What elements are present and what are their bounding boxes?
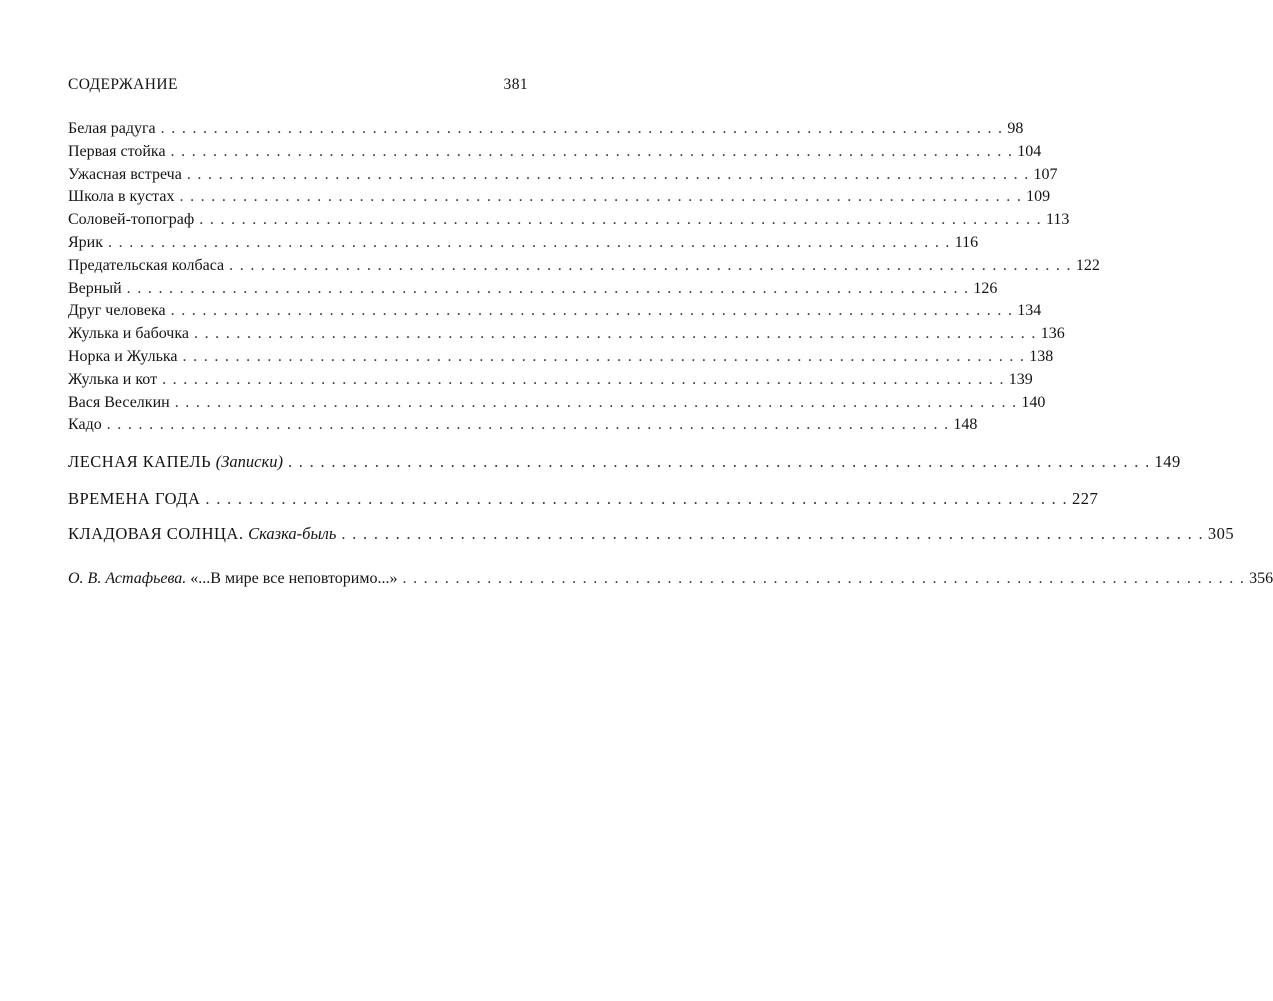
toc-entry-page: 148: [953, 416, 978, 434]
toc-entry: [68, 141, 1042, 164]
toc-entry-page: 98: [1007, 120, 1024, 137]
toc-entry: [68, 232, 979, 255]
toc-section-title: ЛЕСНАЯ КАПЕЛЬ (Записки): [68, 452, 283, 472]
toc-entry-title: Ярик: [68, 233, 104, 251]
toc-section-subtitle: (Записки): [215, 452, 283, 472]
toc-entry-title: Верный: [68, 279, 122, 297]
header-title: СОДЕРЖАНИЕ: [68, 76, 178, 93]
toc-entry-title: Кадо: [68, 416, 102, 434]
dot-leader: . . . . . . . . . . . . . . . . . . . . . . . . . . . . . . . . . . . . . . . . . . . . . . . . . . . . . . . . . . . . . . . . . . . . . . . . . . . . . . . .: [170, 302, 1014, 320]
toc-section: [68, 523, 1235, 546]
toc-entry-title: Норка и Жулька: [68, 347, 178, 365]
toc-afterword-page: 356: [1249, 569, 1273, 587]
toc-entry-title: Предательская колбаса: [68, 256, 225, 274]
header-page-number: 381: [503, 76, 528, 93]
toc-afterword: [68, 568, 1273, 591]
toc-entry: [68, 323, 1065, 346]
toc-entry-title: Школа в кустах: [68, 188, 175, 206]
toc-section-title: КЛАДОВАЯ СОЛНЦА. Сказка-быль: [68, 523, 337, 543]
table-of-contents: [68, 118, 1273, 590]
dot-leader: . . . . . . . . . . . . . . . . . . . . . . . . . . . . . . . . . . . . . . . . . . . . . . . . . . . . . . . . . . . . . . . . . . . . . . . . . . . . . . . .: [108, 233, 951, 251]
dot-leader: . . . . . . . . . . . . . . . . . . . . . . . . . . . . . . . . . . . . . . . . . . . . . . . . . . . . . . . . . . . . . . . . . . . . . . . . . . . . . . . .: [341, 523, 1204, 543]
toc-entry-page: 126: [973, 279, 998, 297]
dot-leader: . . . . . . . . . . . . . . . . . . . . . . . . . . . . . . . . . . . . . . . . . . . . . . . . . . . . . . . . . . . . . . . . . . . . . . . . . . . . . . . .: [126, 279, 970, 297]
toc-entry: [68, 118, 1024, 141]
toc-entry-page: 139: [1008, 370, 1033, 388]
toc-entry-page: 107: [1033, 165, 1058, 183]
toc-entry-title: Соловей-топограф: [68, 211, 195, 229]
toc-entry-page: 136: [1040, 325, 1065, 343]
dot-leader: . . . . . . . . . . . . . . . . . . . . . . . . . . . . . . . . . . . . . . . . . . . . . . . . . . . . . . . . . . . . . . . . . . . . . . . . . . . . . . . .: [174, 393, 1018, 411]
toc-entry-page: 138: [1029, 347, 1054, 365]
toc-entry-title: Первая стойка: [68, 142, 166, 160]
toc-section: [68, 488, 1099, 511]
toc-entry: [68, 255, 1100, 278]
toc-entry-page: 113: [1045, 211, 1070, 229]
toc-section-title: ВРЕМЕНА ГОДА: [68, 488, 201, 508]
afterword-title: «...В мире все неповторимо...»: [190, 569, 398, 587]
dot-leader: . . . . . . . . . . . . . . . . . . . . . . . . . . . . . . . . . . . . . . . . . . . . . . . . . . . . . . . . . . . . . . . . . . . . . . . . . . . . . . . .: [179, 188, 1023, 206]
dot-leader: . . . . . . . . . . . . . . . . . . . . . . . . . . . . . . . . . . . . . . . . . . . . . . . . . . . . . . . . . . . . . . . . . . . . . . . . . . . . . . . .: [193, 325, 1037, 343]
toc-entry-title: Жулька и кот: [68, 370, 158, 388]
toc-entry: [68, 392, 1046, 415]
toc-entry: [68, 164, 1058, 187]
dot-leader: . . . . . . . . . . . . . . . . . . . . . . . . . . . . . . . . . . . . . . . . . . . . . . . . . . . . . . . . . . . . . . . . . . . . . . . . . . . . . . . .: [160, 120, 1004, 137]
toc-entry: [68, 186, 1051, 209]
dot-leader: . . . . . . . . . . . . . . . . . . . . . . . . . . . . . . . . . . . . . . . . . . . . . . . . . . . . . . . . . . . . . . . . . . . . . . . . . . . . . . . .: [287, 452, 1151, 472]
toc-entry: [68, 346, 1054, 369]
afterword-author: О. В. Астафьева.: [68, 569, 187, 587]
toc-entry: [68, 278, 998, 301]
dot-leader: . . . . . . . . . . . . . . . . . . . . . . . . . . . . . . . . . . . . . . . . . . . . . . . . . . . . . . . . . . . . . . . . . . . . . . . . . . . . . . . .: [186, 165, 1030, 183]
toc-afterword-title: [68, 568, 397, 591]
dot-leader: . . . . . . . . . . . . . . . . . . . . . . . . . . . . . . . . . . . . . . . . . . . . . . . . . . . . . . . . . . . . . . . . . . . . . . . . . . . . . . . .: [170, 142, 1014, 160]
dot-leader: . . . . . . . . . . . . . . . . . . . . . . . . . . . . . . . . . . . . . . . . . . . . . . . . . . . . . . . . . . . . . . . . . . . . . . . . . . . . . . . .: [229, 256, 1072, 274]
toc-entry: [68, 300, 1042, 323]
toc-entry-title: Белая радуга: [68, 120, 156, 137]
toc-entry-page: 116: [954, 233, 979, 251]
toc-entry: [68, 414, 978, 437]
dot-leader: . . . . . . . . . . . . . . . . . . . . . . . . . . . . . . . . . . . . . . . . . . . . . . . . . . . . . . . . . . . . . . . . . . . . . . . . . . . . . . . .: [402, 569, 1246, 587]
toc-section: [68, 451, 1181, 474]
toc-entry-title: Друг человека: [68, 302, 166, 320]
dot-leader: . . . . . . . . . . . . . . . . . . . . . . . . . . . . . . . . . . . . . . . . . . . . . . . . . . . . . . . . . . . . . . . . . . . . . . . . . . . . . . . .: [199, 211, 1042, 229]
dot-leader: . . . . . . . . . . . . . . . . . . . . . . . . . . . . . . . . . . . . . . . . . . . . . . . . . . . . . . . . . . . . . . . . . . . . . . . . . . . . . . . .: [205, 488, 1068, 508]
toc-section-page: 227: [1071, 488, 1099, 508]
toc-entry-title: Вася Веселкин: [68, 393, 170, 411]
toc-entry-page: 104: [1017, 142, 1042, 160]
toc-section-page: 305: [1207, 523, 1235, 543]
toc-entry-page: 134: [1017, 302, 1042, 320]
toc-entry-title: Ужасная встреча: [68, 165, 182, 183]
dot-leader: . . . . . . . . . . . . . . . . . . . . . . . . . . . . . . . . . . . . . . . . . . . . . . . . . . . . . . . . . . . . . . . . . . . . . . . . . . . . . . . .: [162, 370, 1005, 388]
toc-entry-page: 140: [1021, 393, 1046, 411]
toc-entry-title: Жулька и бабочка: [68, 325, 189, 343]
toc-section-page: 149: [1154, 452, 1181, 472]
dot-leader: . . . . . . . . . . . . . . . . . . . . . . . . . . . . . . . . . . . . . . . . . . . . . . . . . . . . . . . . . . . . . . . . . . . . . . . . . . . . . . . .: [106, 416, 950, 434]
toc-entry-page: 122: [1075, 256, 1100, 274]
toc-entry: [68, 209, 1070, 232]
toc-entry-page: 109: [1026, 188, 1051, 206]
toc-section-subtitle: Сказка-быль: [248, 523, 337, 543]
dot-leader: . . . . . . . . . . . . . . . . . . . . . . . . . . . . . . . . . . . . . . . . . . . . . . . . . . . . . . . . . . . . . . . . . . . . . . . . . . . . . . . .: [182, 347, 1026, 365]
toc-entry: [68, 369, 1033, 392]
running-header: [68, 76, 528, 94]
